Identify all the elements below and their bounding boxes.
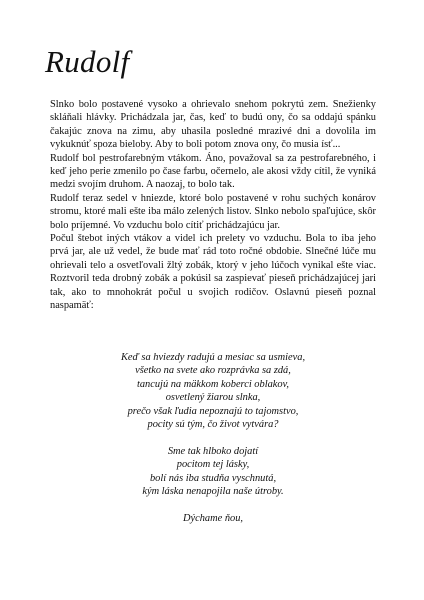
poem-stanza — [50, 445, 376, 499]
document-title: Rudolf — [45, 44, 130, 79]
poem-line: Sme tak hlboko dojatí — [167, 445, 259, 457]
poem-stanza — [50, 512, 376, 525]
paragraph: Slnko bolo postavené vysoko a ohrievalo snehom pokrytú zem. Snežienky skláňali hlávky. Prichádzala jar, čas, keď to budú ony, čo sa oddajú spánku čakajúc znova na zimu, aby uhasila posledné mrazivé dni a dovolila im vykuknúť spoza bieloby. Aby to boli potom znova ony, čo musia ísť... — [50, 99, 376, 151]
song-poem — [50, 351, 376, 539]
paragraph: Rudolf teraz sedel v hniezde, ktoré bolo postavené v rohu suchých konárov stromu, ktoré mali ešte iba málo zelených listov. Slnko nebolo spaľujúce, skôr bolo príjemné. Vo vzduchu bolo cítiť prichádzajúcu jar. — [50, 192, 376, 231]
poem-line: osvetlený žiarou slnka, — [165, 392, 261, 404]
poem-line: kým láska nenapojila naše útroby. — [142, 486, 284, 498]
poem-line: tancujú na mäkkom koberci oblakov, — [136, 378, 290, 390]
poem-line: Keď sa hviezdy radujú a mesiac sa usmieva, — [120, 352, 306, 363]
poem-line: všetko na svete ako rozprávka sa zdá, — [135, 365, 291, 377]
poem-line: Dýchame ňou, — [182, 512, 243, 524]
poem-line: bolí nás iba studňa vyschnutá, — [149, 472, 277, 484]
poem-line: prečo však ľudia nepoznajú to tajomstvo, — [127, 405, 299, 417]
story-body — [50, 98, 376, 313]
poem-line: pocitom tej lásky, — [176, 459, 250, 471]
poem-line: pocity sú tým, čo život vytvára? — [147, 419, 279, 431]
poem-stanza — [50, 351, 376, 431]
paragraph: Rudolf bol pestrofarebným vtákom. Áno, považoval sa za pestrofarebného, i keď jeho perie zmenilo po čase farbu, očernelo, ale akosi vždy cítil, že vyniká medzi svojím druhom. A naozaj, to bolo tak. — [50, 152, 376, 191]
paragraph: Počul štebot iných vtákov a videl ich prelety vo vzduchu. Bola to iba jeho prvá jar, ale už vedel, že bude mať rád toto ročné obdobie. Slnečné lúče mu ohrievali telo a osvetľovali žltý zobák, ktorý v jeho lúčoch vynikal ešte viac. Roztvoril teda drobný zobák a pokúsil sa zaspievať pieseň prichádzajúcej jari tak, ako to mnohokrát počul u svojich rodičov. Oslavnú pieseň poznal naspamäť: — [50, 233, 376, 312]
